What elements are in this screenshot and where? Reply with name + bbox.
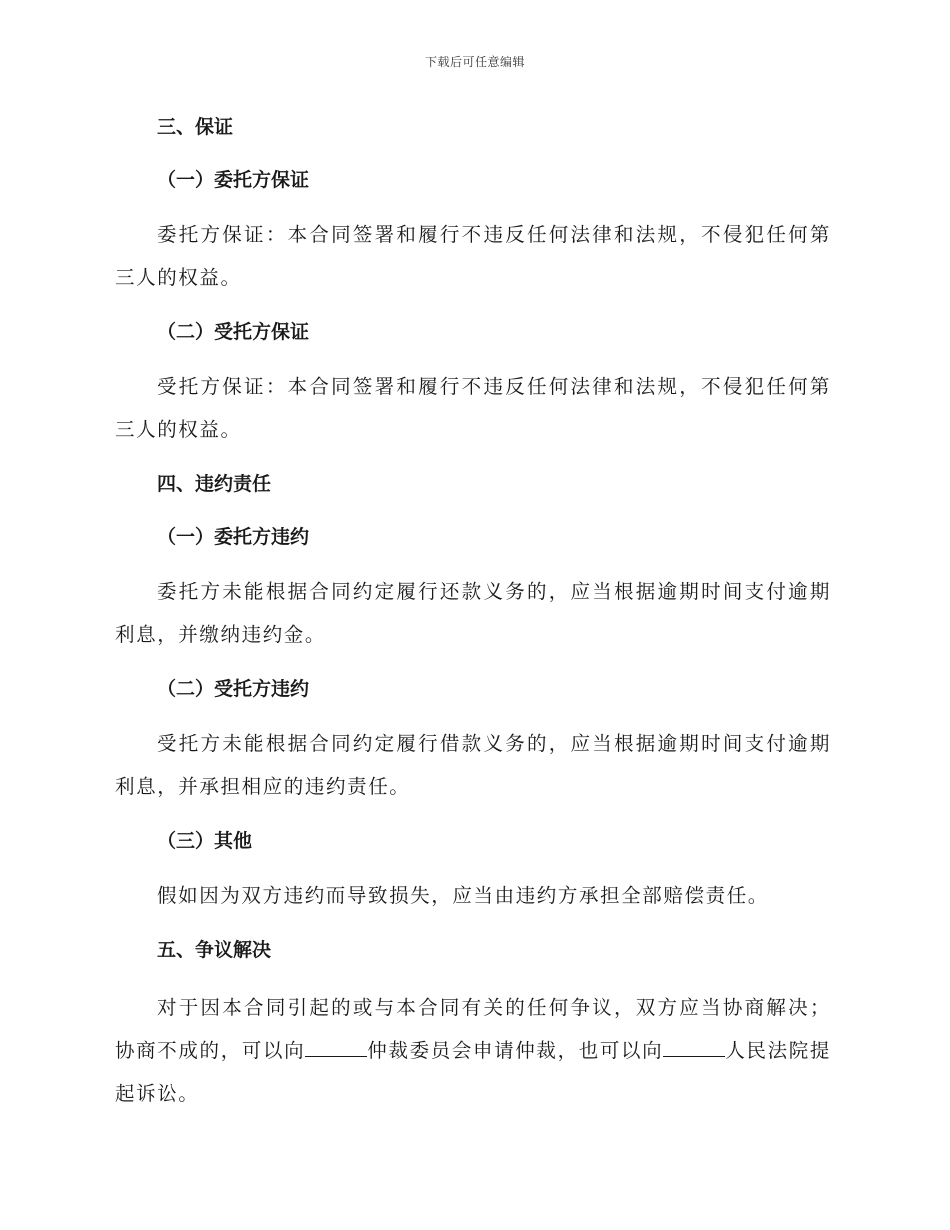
section-title-dispute: 五、争议解决 bbox=[157, 939, 272, 961]
arbitration-blank bbox=[305, 1036, 367, 1057]
subsection-title-client-breach: （一）委托方违约 bbox=[157, 526, 310, 548]
dispute-text-part3: 人民法院提起诉讼。 bbox=[115, 1039, 831, 1105]
section-title-liability: 四、违约责任 bbox=[157, 473, 272, 495]
document-body bbox=[115, 110, 831, 1115]
section-title-guarantee: 三、保证 bbox=[157, 116, 234, 138]
court-blank bbox=[663, 1036, 725, 1057]
subsection-title-client-guarantee: （一）委托方保证 bbox=[157, 169, 310, 191]
paragraph-trustee-guarantee: 受托方保证：本合同签署和履行不违反任何法律和法规，不侵犯任何第三人的权益。 bbox=[115, 375, 831, 441]
subsection-title-trustee-breach: （二）受托方违约 bbox=[157, 678, 310, 700]
paragraph-client-breach: 委托方未能根据合同约定履行还款义务的，应当根据逾期时间支付逾期利息，并缴纳违约金。 bbox=[115, 580, 831, 646]
subsection-title-other: （三）其他 bbox=[157, 830, 253, 852]
paragraph-client-guarantee: 委托方保证：本合同签署和履行不违反任何法律和法规，不侵犯任何第三人的权益。 bbox=[115, 223, 831, 289]
subsection-title-trustee-guarantee: （二）受托方保证 bbox=[157, 321, 310, 343]
paragraph-other: 假如因为双方违约而导致损失，应当由违约方承担全部赔偿责任。 bbox=[157, 884, 769, 907]
page-header: 下载后可任意编辑 bbox=[424, 55, 525, 69]
paragraph-dispute bbox=[115, 986, 831, 1115]
dispute-text-part2: 仲裁委员会申请仲裁，也可以向 bbox=[367, 1039, 664, 1062]
dispute-text-part1: 对于因本合同引起的或与本合同有关的任何争议，双方应当协商解决；协商不成的，可以向 bbox=[115, 996, 831, 1062]
paragraph-trustee-breach: 受托方未能根据合同约定履行借款义务的，应当根据逾期时间支付逾期利息，并承担相应的违约责任。 bbox=[115, 732, 831, 798]
